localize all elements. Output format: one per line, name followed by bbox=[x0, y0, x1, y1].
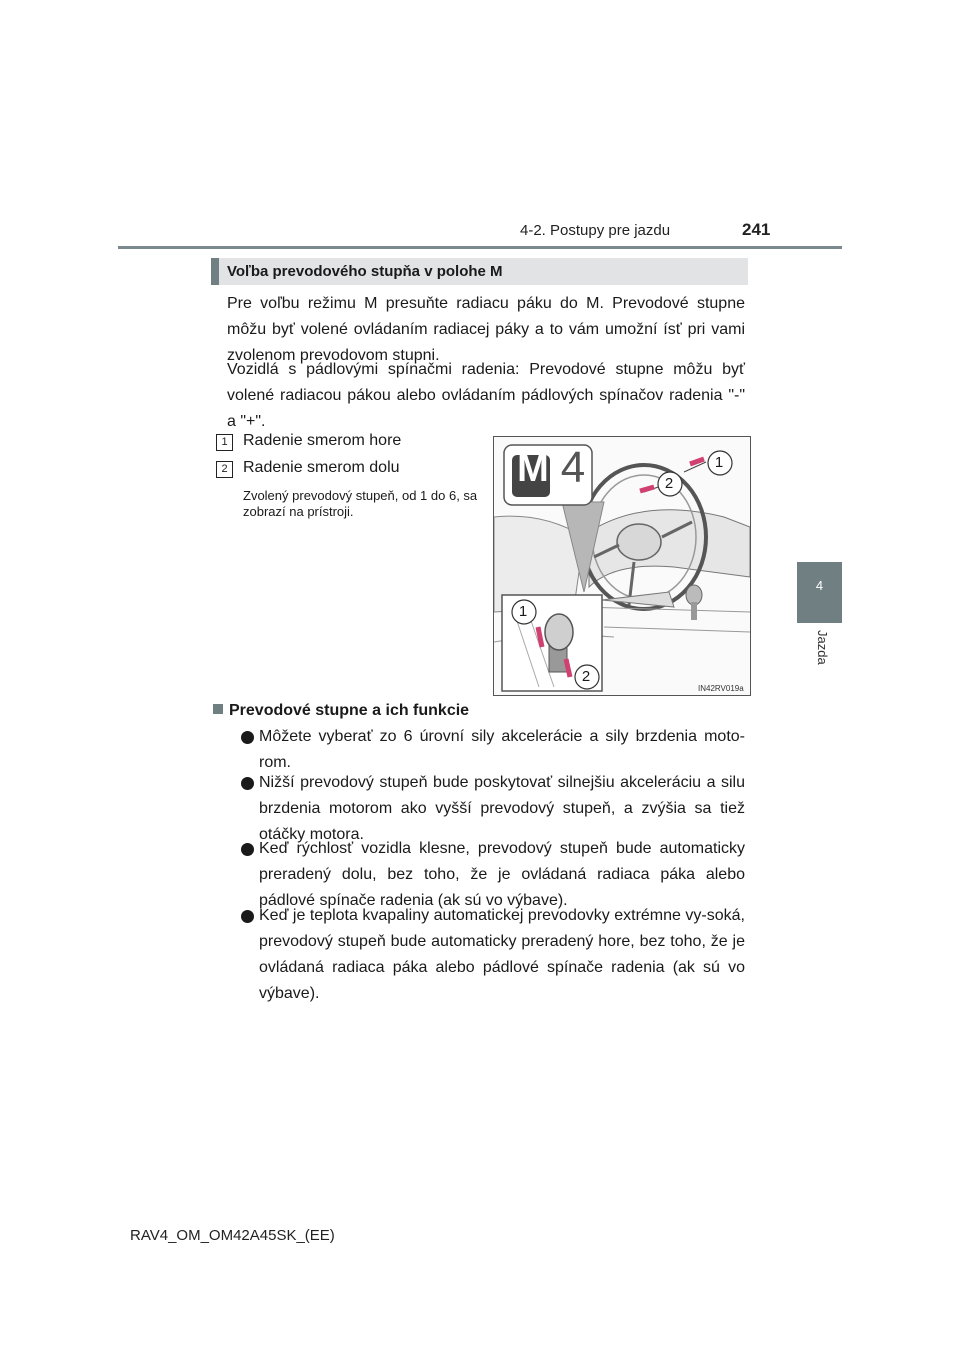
bullet-dot-icon bbox=[241, 731, 254, 744]
figure-callout-1: 1 bbox=[714, 454, 724, 471]
item-number-badge: 2 bbox=[216, 461, 233, 478]
intro-paragraph: Pre voľbu režimu M presuňte radiacu páku do M. Prevodové stupne môžu byť volené ovládaním radiacej páky a to vám umožní ísť pri vami zvolenom prevodovom stupni. bbox=[227, 295, 745, 364]
item-upshift-label: Radenie smerom hore bbox=[243, 432, 402, 449]
section-heading-accent bbox=[211, 258, 219, 285]
figure-code: IN42RV019a bbox=[698, 684, 744, 693]
document-code: RAV4_OM_OM42A45SK_(EE) bbox=[130, 1227, 335, 1244]
bullet-dot-icon bbox=[241, 843, 254, 856]
display-gear-number: 4 bbox=[560, 443, 586, 492]
figure-callout-1: 1 bbox=[518, 603, 528, 620]
display-mode-letter: M bbox=[517, 448, 549, 490]
gear-display-note: Zvolený prevodový stupeň, od 1 do 6, sa zobrazí na prístroji. bbox=[243, 488, 478, 519]
header-rule bbox=[118, 246, 842, 249]
subsection-title-text: Prevodové stupne a ich funkcie bbox=[229, 702, 470, 719]
page-number: 241 bbox=[742, 220, 771, 239]
list-item: Keď rýchlosť vozidla klesne, prevodový stupeň bude automaticky preradený dolu, bez toho, že je ovládaná radiaca páka alebo pádlové spínače radenia (ak sú vo výbave). bbox=[259, 840, 745, 909]
chapter-tab-number: 4 bbox=[815, 578, 824, 593]
bullet-dot-icon bbox=[241, 910, 254, 923]
chapter-tab-label: Jazda bbox=[815, 630, 830, 665]
list-item: Nižší prevodový stupeň bude poskytovať silnejšiu akceleráciu a silu brzdenia motorom ako vyšší prevodový stupeň, a zvýšia sa tiež otáčky motora. bbox=[259, 774, 745, 843]
paddle-paragraph: Vozidlá s pádlovými spínačmi radenia: Prevodové stupne môžu byť volené radiacou pákou alebo ovládaním pádlových spínačov radenia "-" a "+". bbox=[227, 361, 745, 430]
square-bullet-icon bbox=[213, 704, 223, 714]
section-title: Voľba prevodového stupňa v polohe M bbox=[227, 263, 503, 280]
list-item: Keď je teplota kvapaliny automatickej prevodovky extrémne vy-soká, prevodový stupeň bude automaticky preradený hore, bez toho, že je ovládaná radiaca páka alebo pádlové spínače radenia (ak sú vo výbave). bbox=[259, 907, 745, 1002]
list-item: Môžete vyberať zo 6 úrovní sily akcelerácie a sily brzdenia moto-rom. bbox=[259, 728, 745, 771]
bullet-dot-icon bbox=[241, 777, 254, 790]
item-number-badge: 1 bbox=[216, 434, 233, 451]
figure-callout-2: 2 bbox=[664, 475, 674, 492]
item-downshift-label: Radenie smerom dolu bbox=[243, 459, 400, 476]
running-header-section: 4-2. Postupy pre jazdu bbox=[520, 222, 671, 239]
figure-callout-2: 2 bbox=[581, 668, 591, 685]
subsection-title bbox=[213, 702, 469, 720]
